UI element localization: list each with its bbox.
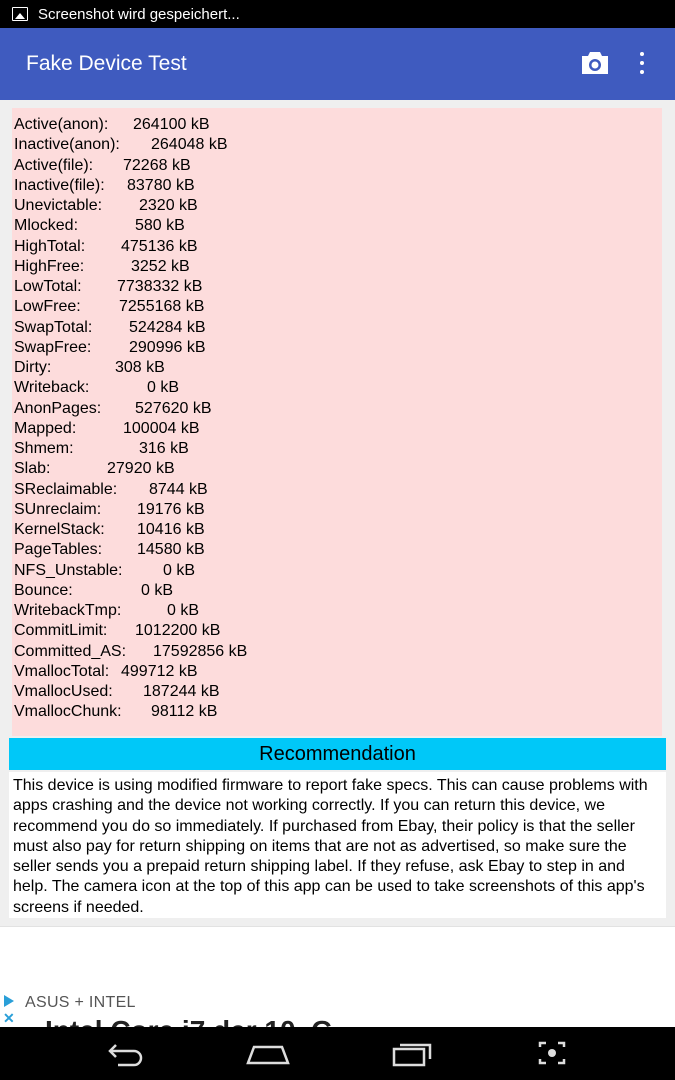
memory-info-row [12, 683, 662, 703]
recommendation-heading: Recommendation [9, 738, 666, 770]
memory-info-row [12, 177, 662, 197]
memory-info-key: HighTotal: [14, 237, 86, 255]
memory-info-value: 100004 kB [123, 419, 200, 437]
memory-info-key: CommitLimit: [14, 622, 108, 640]
status-notification-text: Screenshot wird gespeichert... [38, 5, 240, 23]
memory-info-key: AnonPages: [14, 399, 102, 417]
memory-info-row [12, 298, 662, 318]
memory-info-row [12, 582, 662, 602]
memory-info-row [12, 703, 662, 723]
memory-info-row [12, 521, 662, 541]
memory-info-key: WritebackTmp: [14, 602, 122, 619]
content-area [0, 100, 675, 926]
memory-info-key: Active(anon): [14, 116, 109, 133]
memory-info-row [12, 622, 662, 642]
memory-info-value: 264048 kB [151, 136, 228, 154]
memory-info-key: Shmem: [14, 440, 74, 457]
memory-info-key: Committed_AS: [14, 642, 127, 660]
memory-info-value: 7738332 kB [117, 278, 203, 295]
memory-info-value: 264100 kB [133, 116, 210, 133]
memory-info-row [12, 157, 662, 177]
recents-icon[interactable] [388, 1037, 436, 1069]
memory-info-key: VmallocUsed: [14, 683, 113, 700]
ad-banner[interactable] [0, 926, 675, 1027]
memory-info-key: LowTotal: [14, 278, 82, 295]
memory-info-row [12, 400, 662, 420]
memory-info-value: 187244 kB [143, 683, 220, 700]
memory-info-key: VmallocChunk: [14, 703, 122, 721]
memory-info-key: Mapped: [14, 419, 77, 437]
memory-info-value: 290996 kB [129, 338, 206, 356]
memory-info-key: NFS_Unstable: [14, 561, 123, 579]
memory-info-value: 524284 kB [129, 318, 206, 336]
memory-info-key: Unevictable: [14, 197, 103, 214]
memory-info-value: 72268 kB [123, 156, 191, 174]
memory-info-row [12, 278, 662, 298]
back-icon[interactable] [102, 1037, 150, 1069]
memory-info-key: HighFree: [14, 257, 85, 275]
memory-info-row [12, 116, 662, 136]
memory-info-value: 316 kB [139, 440, 189, 457]
memory-info-row [12, 339, 662, 359]
memory-info-row [12, 359, 662, 379]
memory-info-value: 1012200 kB [135, 622, 221, 640]
memory-info-row [12, 460, 662, 480]
memory-info-value: 499712 kB [121, 662, 198, 680]
memory-info-value: 0 kB [141, 581, 174, 599]
memory-info-value: 14580 kB [137, 541, 205, 559]
memory-info-key: Mlocked: [14, 217, 79, 235]
memory-info-row [12, 319, 662, 339]
memory-info-row [12, 136, 662, 156]
memory-info-row [12, 420, 662, 440]
memory-info-row [12, 258, 662, 278]
ad-advertiser[interactable]: ASUS + INTEL [25, 994, 136, 1011]
memory-info-row [12, 481, 662, 501]
memory-info-key: SwapTotal: [14, 318, 93, 336]
memory-info-value: 19176 kB [137, 500, 205, 518]
recommendation-text: This device is using modified firmware to report fake specs. This can cause problems with apps crashing and the device not working correctly. If you can return this device, we recommend you do so immediately. If purchased from Ebay, their policy is that the seller must also pay for return shipping on items that are not as advertised, so make sure the seller sends you a prepaid return shipping label. If they refuse, ask Ebay to step in and help. The camera icon at the top of this app can be used to take screenshots of this app's screens if needed. [9, 772, 666, 918]
memory-info-key: Inactive(anon): [14, 136, 120, 154]
status-bar [0, 0, 675, 28]
memory-info-value: 0 kB [163, 561, 196, 579]
memory-info-row [12, 217, 662, 237]
memory-info-row [12, 663, 662, 683]
memory-info-row [12, 602, 662, 622]
memory-info-value: 98112 kB [151, 703, 218, 721]
memory-info-value: 83780 kB [127, 176, 195, 194]
memory-info-row [12, 541, 662, 561]
home-icon[interactable] [244, 1037, 292, 1069]
screenshot-notification-icon [12, 7, 28, 21]
camera-icon[interactable] [580, 50, 610, 76]
memory-info-row [12, 238, 662, 258]
memory-info-panel [12, 108, 662, 736]
memory-info-row [12, 197, 662, 217]
memory-info-value: 308 kB [115, 359, 165, 376]
memory-info-key: Inactive(file): [14, 176, 105, 194]
memory-info-row [12, 562, 662, 582]
memory-info-key: Bounce: [14, 581, 73, 599]
ad-close-icon[interactable]: ✕ [3, 1010, 15, 1026]
memory-info-key: LowFree: [14, 298, 81, 316]
ad-choices-icon[interactable] [4, 995, 14, 1007]
screenshot-icon[interactable] [528, 1037, 576, 1069]
memory-info-key: VmallocTotal: [14, 662, 110, 680]
memory-info-row [12, 501, 662, 521]
memory-info-value: 527620 kB [135, 399, 212, 417]
memory-info-value: 7255168 kB [119, 298, 205, 316]
memory-info-value: 10416 kB [137, 521, 205, 538]
memory-info-key: KernelStack: [14, 521, 105, 538]
memory-info-key: Writeback: [14, 379, 90, 397]
navigation-bar [0, 1027, 675, 1080]
memory-info-value: 8744 kB [149, 480, 208, 498]
memory-info-key: Slab: [14, 460, 51, 478]
memory-info-row [12, 440, 662, 460]
memory-info-key: SUnreclaim: [14, 500, 102, 518]
memory-info-value: 3252 kB [131, 257, 190, 275]
memory-info-value: 475136 kB [121, 237, 198, 255]
overflow-menu-icon[interactable] [630, 48, 654, 78]
memory-info-key: PageTables: [14, 541, 103, 559]
memory-info-key: SwapFree: [14, 338, 92, 356]
app-bar [0, 28, 675, 100]
memory-info-value: 2320 kB [139, 197, 198, 214]
app-title: Fake Device Test [26, 52, 187, 75]
memory-info-key: Dirty: [14, 359, 52, 376]
memory-info-row [12, 379, 662, 399]
memory-info-value: 580 kB [135, 217, 185, 235]
memory-info-value: 0 kB [167, 602, 200, 619]
memory-info-row [12, 643, 662, 663]
memory-info-key: Active(file): [14, 156, 94, 174]
memory-info-value: 17592856 kB [153, 642, 248, 660]
memory-info-value: 0 kB [147, 379, 180, 397]
memory-info-key: SReclaimable: [14, 480, 118, 498]
memory-info-value: 27920 kB [107, 460, 175, 478]
